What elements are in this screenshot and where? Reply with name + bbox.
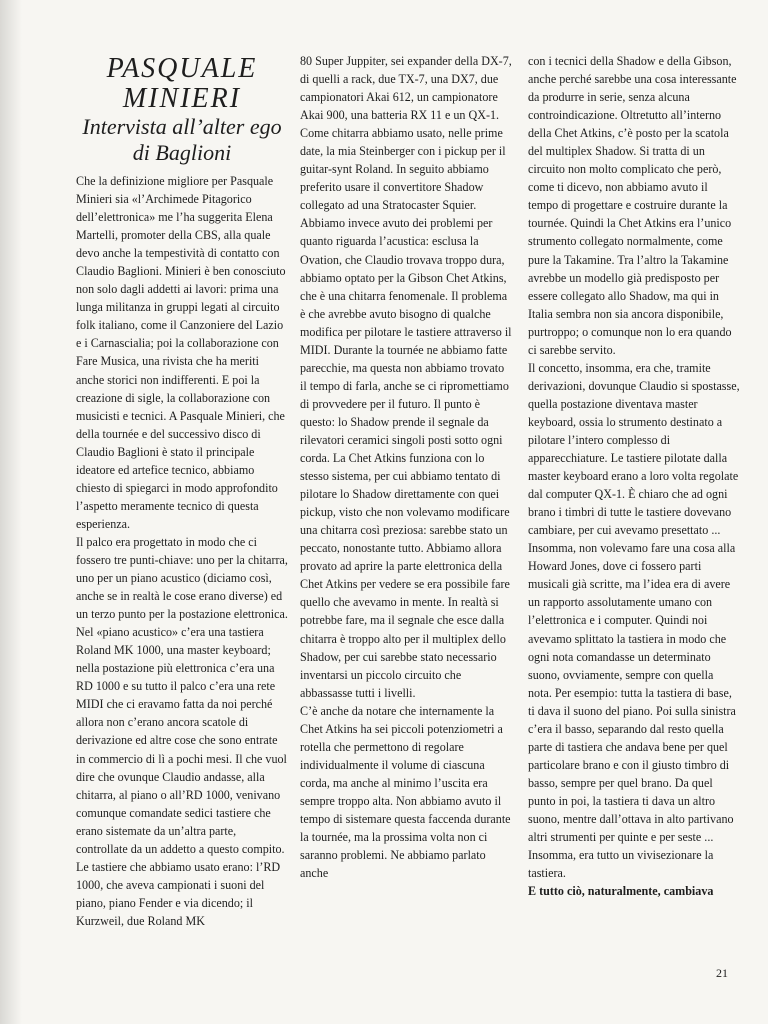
paragraph-bold-continuation: E tutto ciò, naturalmente, cambiava: [528, 884, 714, 899]
article-title: PASQUALE MINIERI: [106, 53, 258, 114]
article-subtitle-line-1: Intervista all’alter ego: [82, 114, 282, 139]
paragraph: Abbiamo invece avuto dei problemi per quanto riguarda l’acustica: esclusa la Ovation, che Claudio trovava troppo dura, abbiamo optato per la Gibson Chet Atkins, che è una chitarra fenomenale. Il problema è che avrebbe avuto bisogno di qualche modifica per pilotare le tastiere attraverso il MIDI. Durante la tournée ne abbiamo fatte parecchie, ma questa non abbiamo trovato il tempo di farla, anche se ci ripromettiamo di provvedere per il futuro. Il punto è questo: lo Shadow prende il segnale da rilevatori ceramici singoli posti sotto ogni corda. La Chet Atkins funziona con lo stesso sistema, per cui abbiamo tentato di pilotare lo Shadow direttamente con quei pickup, visto che non volevamo modificare una chitarra così preziosa: sarebbe stato un peccato, nonostante tutto. Abbiamo allora provato ad aprire la parte elettronica della Chet Atkins per vedere se era possibile fare quello che avevamo in mente. In realtà si potrebbe fare, ma il segnale che esce dalla chitarra è troppo alto per il multiplex dello Shadow, per cui sarebbe stato necessario inventarsi un piccolo circuito che abbassasse tutti i livelli.: [300, 216, 512, 700]
paragraph: Il concetto, insomma, era che, tramite derivazioni, dovunque Claudio si spostasse, quella postazione diventava master keyboard, ossia lo strumento destinato a pilotare l’intero complesso di apparecchiature. Le tastiere pilotate dalla master keyboard erano a loro volta regolate dal computer QX-1. È chiaro che ad ogni brano i timbri di tutte le tastiere dovevano cambiare, per cui avevamo presettato ... Insomma, non volevamo fare una cosa alla Howard Jones, dove ci fossero parti musicali già scritte, ma l’idea era di avere un rapporto assolutamente umano con l’elettronica e i computer. Quindi noi avevamo splittato la tastiera in modo che ogni nota comandasse un determinato suono, ovviamente, sempre con quella nota. Per esempio: tutta la tastiera di base, ti dava il suono del piano. Poi sulla sinistra c’era il basso, separando dal resto quella parte di tastiera che andava bene per quel particolare brano e con il giusto timbro di basso, sempre per quel brano. Da quel punto in poi, la tastiera ti dava un altro suono, mentre dall’ottava in alto partivano altri strumenti per quinte e per seste ... Insomma, era tutto un vivisezionare la tastiera.: [528, 360, 740, 881]
article-column-3: [528, 52, 740, 900]
paragraph: Il palco era progettato in modo che ci fossero tre punti-chiave: uno per la chitarra, uno per un piano acustico (diciamo così, anche se in realtà le cose erano diverse) ed un terzo punto per la postazione elettronica. Nel «piano acustico» c’era una tastiera Roland MK 1000, una master keyboard; nella postazione più elettronica c’era una RD 1000 e su tutto il palco c’era una rete MIDI che ci eravamo fatta da noi perché allora non c’erano ancora scatole di derivazione ed altre cose che sono entrate in commercio di lì a pochi mesi. Il che vuol dire che ovunque Claudio andasse, alla chitarra, al piano o all’RD 1000, venivano comunque comandate sedici tastiere che erano sistemate da un’altra parte, controllate da un addetto a questo compito.: [76, 534, 288, 856]
article-subtitle-line-2: di Baglioni: [132, 140, 232, 165]
paragraph: Le tastiere che abbiamo usato erano: l’RD 1000, che aveva campionati i suoni del piano, piano Fender e via dicendo; il Kurzweil, due Roland MK: [76, 859, 281, 928]
article-title-block: [76, 54, 288, 166]
paragraph: Che la definizione migliore per Pasquale Minieri sia «l’Archimede Pitagorico dell’elettronica» me l’ha suggerita Elena Martelli, promoter della CBS, alla quale devo anche la tempestività di contatto con Claudio Baglioni. Minieri è ben conosciuto non solo dagli addetti ai lavori: prima una lunga militanza in gruppi legati al circuito folk italiano, come il Canzoniere del Lazio e i Carnascialia; poi la collaborazione con Fare Musica, una rivista che ha meriti anche storici non indifferenti. E poi la creazione di sigle, la collaborazione con musicisti e tecnici. A Pasquale Minieri, che della tournée e del successivo disco di Claudio Baglioni è stato il principale ideatore ed artefice tecnico, abbiamo chiesto di spiegarci in modo approfondito l’aspetto meramente tecnico di questa esperienza.: [76, 174, 286, 531]
paragraph: 80 Super Juppiter, sei expander della DX-7, di quelli a rack, due TX-7, una DX7, due campionatori Akai 612, un campionatore Akai 900, una batteria RX 11 e un QX-1. Come chitarra abbiamo usato, nelle prime date, la mia Steinberger con i pickup per il guitar-synt Roland. In seguito abbiamo preferito usare il convertitore Shadow collegato ad una Stratocaster Squier.: [300, 54, 512, 213]
page-number: 21: [716, 966, 728, 980]
article-column-2: [300, 52, 513, 882]
paragraph: con i tecnici della Shadow e della Gibson, anche perché sarebbe una cosa interessante da produrre in serie, senza alcuna controindicazione. Oltretutto all’interno della Chet Atkins, c’è posto per la scatola del multiplex Shadow. Si tratta di un circuito non molto complicato che però, come ti dicevo, non abbiamo avuto il tempo di progettare e costruire durante la tournée. Quindi la Chet Atkins era l’unico strumento collegato normalmente, come pure la Takamine. Tra l’altro la Takamine avrebbe un modello già predisposto per essere collegato allo Shadow, ma qui in Italia sembra non sia ancora disponibile, purtroppo; o comunque non lo era quando ci sarebbe servito.: [528, 54, 737, 357]
article-column-1: [76, 52, 288, 930]
page-edge-shadow: [0, 0, 22, 1024]
paragraph: C’è anche da notare che internamente la Chet Atkins ha sei piccoli potenziometri a rotella che permettono di regolare individualmente il volume di ciascuna corda, ma anche al minimo l’uscita era sempre troppo alta. Non abbiamo avuto il tempo di sistemare questa faccenda durante la tournée, ma la prossima volta non ci saranno problemi. Ne abbiamo parlato anche: [300, 703, 511, 881]
